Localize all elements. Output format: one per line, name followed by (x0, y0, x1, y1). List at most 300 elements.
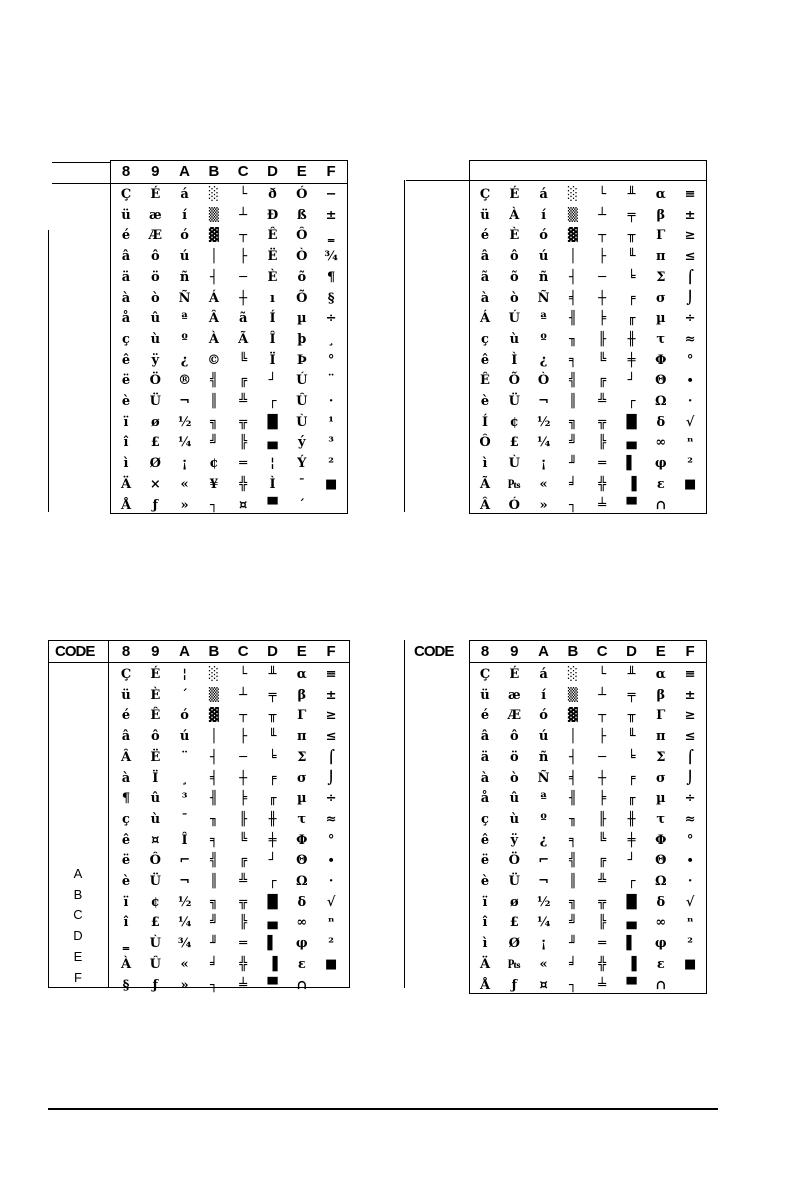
char-cell: ì (482, 936, 488, 952)
char-cell: £ (509, 915, 519, 931)
char-cell: Í (481, 414, 489, 430)
char-cell: ╠ (239, 915, 248, 931)
char-cell: ç (122, 331, 130, 347)
char-cell: ë (480, 853, 490, 869)
char-cell: ═ (239, 936, 248, 952)
row-label: B (73, 886, 83, 902)
char-cell: ° (686, 832, 694, 848)
char-cell: ü (121, 207, 131, 223)
char-cell: ¶ (326, 269, 336, 285)
char-cell: ø (150, 414, 160, 430)
char-cell: Æ (148, 228, 163, 244)
char-cell: ─ (239, 269, 248, 285)
char-cell: á (180, 187, 189, 202)
char-cell: ╜ (568, 936, 577, 952)
char-cell: Γ (656, 708, 666, 724)
table-rule (108, 640, 109, 988)
char-cell: ╒ (268, 770, 277, 786)
char-cell: É (150, 667, 161, 682)
char-cell: Õ (296, 290, 308, 306)
char-cell: █ (626, 894, 637, 910)
char-cell: ¢ (150, 894, 160, 910)
char-cell: ¾ (177, 936, 192, 952)
char-cell: µ (656, 791, 666, 807)
column-header: A (179, 163, 191, 180)
char-cell: » (539, 497, 548, 513)
table-rule (404, 640, 405, 988)
char-cell: º (181, 331, 188, 347)
char-cell: ╛ (568, 956, 577, 972)
char-cell: µ (297, 311, 307, 327)
char-cell: ¼ (177, 435, 192, 451)
char-cell: ╥ (627, 228, 636, 244)
char-cell: Ú (508, 311, 520, 327)
column-header: A (179, 643, 191, 660)
char-cell: í (541, 687, 547, 703)
char-cell: ò (150, 290, 160, 306)
char-cell: δ (656, 414, 666, 430)
char-cell: Σ (656, 749, 666, 765)
char-cell: ´ (298, 497, 306, 513)
char-cell: ═ (239, 456, 248, 472)
char-cell: ∞ (655, 435, 667, 451)
char-cell: σ (297, 770, 307, 786)
table-rule (48, 230, 49, 512)
char-cell: ø (509, 894, 519, 910)
char-cell: │ (209, 729, 218, 745)
char-cell: ε (656, 476, 665, 492)
char-cell: ∞ (296, 915, 308, 931)
char-cell: ï (123, 414, 129, 430)
char-cell: ║ (568, 394, 577, 409)
char-cell: ═ (598, 936, 607, 952)
char-cell: ╙ (627, 729, 636, 745)
char-cell: ▐ (267, 956, 278, 972)
char-cell: ╛ (209, 956, 218, 972)
char-cell: Ð (266, 207, 279, 223)
char-cell (320, 496, 342, 516)
char-cell: ╝ (568, 915, 577, 931)
char-cell: ┐ (568, 977, 577, 993)
char-cell: β (656, 687, 666, 703)
table-rule (52, 162, 110, 163)
char-cell: ├ (239, 729, 248, 745)
char-cell: ⌡ (686, 770, 694, 786)
char-cell: Ö (149, 373, 161, 389)
char-cell: ¬ (538, 394, 550, 409)
char-cell: À (120, 956, 132, 972)
char-cell: ■ (324, 476, 338, 492)
char-cell: á (539, 667, 548, 682)
char-cell: ¬ (538, 874, 550, 889)
char-cell: ® (178, 373, 192, 389)
column-header: D (267, 163, 278, 180)
char-cell: α (655, 187, 666, 202)
char-cell: ö (509, 749, 519, 765)
char-cell: │ (209, 249, 218, 265)
char-cell: ú (538, 249, 549, 265)
char-cell: ┼ (239, 290, 248, 306)
char-cell: § (327, 290, 335, 306)
char-cell: ∩ (296, 977, 308, 993)
char-cell: ¡ (540, 936, 547, 952)
column-header: E (296, 163, 307, 180)
char-cell: ß (296, 207, 307, 223)
char-cell: ■ (683, 476, 697, 492)
char-cell: ╟ (598, 331, 607, 347)
char-cell: Ê (150, 708, 161, 724)
code-label: CODE (414, 643, 454, 660)
char-cell: │ (568, 249, 577, 265)
char-cell: £ (509, 435, 519, 451)
char-cell: ░ (567, 667, 578, 682)
char-cell: ⁿ (686, 435, 694, 451)
char-cell: ┴ (598, 207, 607, 223)
char-cell: ╬ (239, 476, 248, 492)
char-cell: ¯ (298, 476, 306, 492)
column-header: D (626, 643, 637, 660)
char-cell: ╗ (568, 414, 577, 430)
char-cell: σ (656, 290, 666, 306)
char-cell: ╥ (268, 708, 277, 724)
char-cell: ╦ (598, 894, 607, 910)
char-cell: ╠ (239, 435, 248, 451)
char-cell: β (656, 207, 666, 223)
char-cell: ▄ (267, 435, 278, 451)
char-cell: ε (656, 956, 665, 972)
char-cell: ⌐ (538, 853, 550, 869)
char-cell: ³ (181, 791, 188, 807)
char-cell: « (539, 956, 548, 972)
char-cell: ─ (598, 269, 607, 285)
char-cell: Θ (655, 853, 667, 869)
char-cell: ô (150, 729, 160, 745)
char-cell: π (297, 729, 307, 745)
char-cell: ⌠ (327, 749, 335, 765)
char-cell: ï (123, 894, 129, 910)
char-cell: ü (480, 207, 490, 223)
char-cell: α (655, 667, 666, 682)
char-cell: ▌ (626, 936, 637, 952)
char-cell: ‗ (327, 228, 335, 244)
char-cell: ╩ (239, 874, 248, 889)
char-cell: ╝ (209, 915, 218, 931)
char-cell: ┼ (598, 770, 607, 786)
char-cell: ⌠ (686, 749, 694, 765)
char-cell: ║ (209, 874, 218, 889)
column-header: 9 (510, 643, 519, 660)
char-cell: ╡ (209, 770, 218, 786)
char-cell: ¸ (327, 331, 335, 347)
char-cell: ╢ (568, 791, 577, 807)
column-header: 9 (151, 163, 160, 180)
char-cell: ╡ (568, 770, 577, 786)
char-cell: Ê (267, 228, 278, 244)
char-cell: ð (268, 187, 277, 202)
char-cell: ¢ (209, 456, 219, 472)
column-header: B (567, 643, 579, 660)
char-cell: â (121, 729, 131, 745)
char-cell: ╝ (568, 435, 577, 451)
char-cell: ÿ (151, 352, 160, 368)
char-cell: É (150, 187, 161, 202)
char-cell: ░ (208, 187, 219, 202)
char-cell: ╚ (598, 832, 607, 848)
char-cell: â (121, 249, 131, 265)
char-cell: φ (654, 936, 667, 952)
char-cell: Â (479, 497, 491, 513)
column-header: E (296, 643, 307, 660)
char-cell: Ç (120, 187, 132, 202)
char-cell: ⌐ (179, 853, 191, 869)
char-cell: § (122, 977, 130, 993)
char-cell: ┌ (268, 394, 277, 409)
char-cell: Θ (296, 853, 308, 869)
char-cell: ° (327, 832, 335, 848)
char-cell: ñ (538, 749, 549, 765)
char-cell: τ (656, 811, 666, 827)
char-cell: ╪ (627, 832, 636, 848)
char-cell: ╨ (268, 667, 277, 682)
char-cell: Ï (152, 770, 159, 786)
char-cell: ª (540, 791, 547, 807)
char-cell: Ω (296, 874, 308, 889)
char-cell: ■ (683, 956, 697, 972)
char-cell: é (121, 228, 131, 244)
char-cell: ┬ (598, 228, 607, 244)
char-cell: ƒ (511, 977, 518, 993)
column-header: B (208, 163, 220, 180)
char-cell: ≡ (684, 187, 696, 202)
char-cell: ¿ (539, 352, 548, 368)
char-cell: ï (482, 894, 488, 910)
char-cell: Â (208, 311, 219, 327)
char-cell: Φ (655, 352, 667, 368)
char-cell: ≡ (684, 667, 696, 682)
char-cell: █ (267, 414, 278, 430)
char-cell: Ø (508, 936, 520, 952)
char-cell: √ (685, 894, 695, 910)
char-cell: é (121, 708, 131, 724)
char-cell: └ (239, 187, 248, 202)
char-cell: ─ (239, 749, 248, 765)
char-cell: ã (238, 311, 248, 327)
char-cell: √ (326, 894, 336, 910)
char-cell: î (123, 435, 129, 451)
char-cell: δ (656, 894, 666, 910)
char-cell: ¦ (182, 667, 187, 682)
char-cell: ▒ (567, 687, 578, 703)
char-cell: ≡ (325, 667, 337, 682)
char-cell: ╬ (598, 476, 607, 492)
column-header: A (538, 643, 550, 660)
char-cell: ¼ (177, 915, 192, 931)
char-cell: ╕ (568, 832, 577, 848)
char-cell: ╓ (627, 311, 636, 327)
char-cell: ÷ (325, 311, 337, 327)
char-cell: ⌡ (686, 290, 694, 306)
char-cell: ╠ (598, 915, 607, 931)
char-cell: ÿ (510, 832, 519, 848)
char-cell (679, 496, 701, 516)
char-cell: ▀ (626, 497, 637, 513)
char-cell: ¾ (324, 249, 338, 265)
char-cell: │ (568, 729, 577, 745)
char-cell: ╣ (568, 853, 577, 869)
char-cell: ╗ (209, 894, 218, 910)
char-cell: Ò (296, 249, 308, 265)
header-rule (469, 662, 707, 663)
char-cell: Ù (149, 936, 161, 952)
char-cell: ç (481, 811, 489, 827)
char-cell: ╧ (598, 977, 607, 993)
char-cell: ò (509, 770, 519, 786)
char-cell: Ç (120, 667, 132, 682)
char-cell: ¿ (539, 832, 548, 848)
char-cell: ε (297, 956, 306, 972)
char-cell: ¥ (209, 476, 219, 492)
char-cell: ╕ (209, 832, 218, 848)
char-cell: Ä (479, 956, 491, 972)
char-cell: ½ (177, 894, 192, 910)
char-cell: ─ (598, 749, 607, 765)
char-cell: É (509, 667, 520, 682)
char-cell (679, 976, 701, 996)
char-cell: ┬ (598, 708, 607, 724)
char-cell: Γ (297, 708, 307, 724)
char-cell: ä (121, 269, 131, 285)
char-cell: Ñ (178, 290, 191, 306)
char-cell: φ (654, 456, 667, 472)
char-cell: ┐ (209, 977, 218, 993)
char-cell: ┼ (239, 770, 248, 786)
char-cell: Ï (269, 352, 276, 368)
char-cell: ì (123, 456, 129, 472)
char-cell: ═ (598, 456, 607, 472)
char-cell: ╪ (268, 832, 277, 848)
char-cell: à (480, 770, 490, 786)
char-cell: ╘ (627, 749, 636, 765)
char-cell: À (509, 207, 520, 223)
char-cell: í (541, 207, 547, 223)
char-cell: Ç (479, 187, 491, 202)
char-cell: ò (509, 290, 519, 306)
column-header: C (596, 643, 608, 660)
char-cell: ╞ (239, 791, 248, 807)
char-cell: └ (239, 667, 248, 682)
char-cell: î (482, 915, 488, 931)
char-cell: Ü (508, 394, 520, 409)
column-header: C (237, 643, 249, 660)
char-cell: ƒ (152, 977, 159, 993)
char-cell: α (296, 667, 307, 682)
char-cell: ÷ (684, 791, 696, 807)
char-cell: Ã (479, 476, 491, 492)
char-cell: Á (479, 311, 491, 327)
char-cell: ╞ (598, 311, 607, 327)
char-cell: ├ (598, 249, 607, 265)
column-header: F (326, 163, 336, 180)
char-cell: ■ (324, 956, 338, 972)
char-cell: ¨ (181, 749, 188, 765)
row-label: E (73, 948, 83, 964)
column-header: F (685, 643, 695, 660)
char-cell: ▓ (208, 708, 219, 724)
char-cell: ∩ (655, 977, 667, 993)
char-cell: ┘ (268, 373, 277, 389)
char-cell: Ñ (537, 770, 550, 786)
char-cell: ¤ (239, 497, 248, 513)
char-cell: ┌ (268, 874, 277, 889)
char-cell: Ô (479, 435, 491, 451)
char-cell: æ (148, 207, 162, 223)
char-cell: ╤ (268, 687, 277, 703)
char-cell: ê (121, 352, 131, 368)
char-cell: æ (507, 687, 521, 703)
char-cell: ╔ (239, 373, 248, 389)
char-cell: τ (656, 331, 666, 347)
char-cell: ó (539, 228, 548, 244)
char-cell: ² (687, 936, 693, 952)
char-cell: ╟ (598, 811, 607, 827)
char-cell: Ø (149, 456, 161, 472)
char-cell: ¤ (151, 832, 160, 848)
char-cell: È (267, 269, 278, 285)
char-cell: » (180, 497, 189, 513)
char-cell: └ (598, 187, 607, 202)
char-cell: ╞ (598, 791, 607, 807)
char-cell: ┘ (627, 373, 636, 389)
char-cell: ┬ (239, 228, 248, 244)
char-cell: £ (150, 915, 160, 931)
char-cell: é (480, 708, 490, 724)
char-cell: ù (509, 811, 520, 827)
char-cell: µ (656, 311, 666, 327)
char-cell: ê (480, 832, 490, 848)
char-cell: ┌ (627, 394, 636, 409)
char-cell: ó (539, 708, 548, 724)
char-cell: ∙ (686, 853, 694, 869)
char-cell: Ù (508, 456, 520, 472)
char-cell: ░ (567, 187, 578, 202)
char-cell: â (480, 729, 490, 745)
char-cell: ã (480, 269, 490, 285)
char-cell: ƒ (152, 497, 159, 513)
char-cell: è (480, 874, 490, 889)
char-cell: Ò (537, 373, 550, 389)
char-cell: ╙ (627, 249, 636, 265)
char-cell: ¡ (540, 456, 547, 472)
char-cell: ¢ (509, 414, 519, 430)
char-cell: ± (325, 207, 337, 223)
char-cell: ╫ (268, 811, 277, 827)
char-cell: Å (120, 497, 132, 513)
char-cell: ≤ (684, 729, 696, 745)
char-cell: º (540, 331, 547, 347)
char-cell: Â (120, 749, 132, 765)
char-cell: ║ (568, 874, 577, 889)
char-cell: ┐ (209, 497, 218, 513)
char-cell: Σ (656, 269, 666, 285)
char-cell: µ (297, 791, 307, 807)
char-cell: ä (480, 749, 490, 765)
char-cell: ╚ (239, 352, 248, 368)
column-header: B (208, 643, 220, 660)
char-cell: Ã (238, 331, 249, 347)
char-cell: ╪ (627, 352, 636, 368)
char-cell: ½ (536, 894, 551, 910)
char-cell: ╢ (209, 791, 218, 807)
